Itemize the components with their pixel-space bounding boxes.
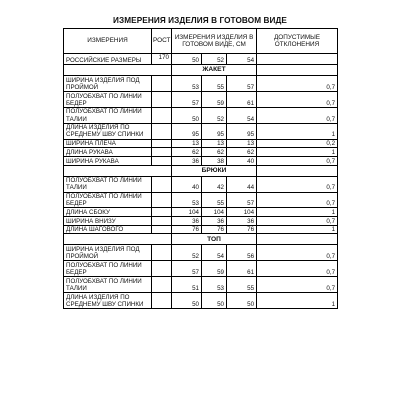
empty-cell: [257, 65, 338, 76]
measurement-value: 57: [172, 91, 202, 107]
section-title: ТОП: [172, 234, 257, 245]
empty-cell: [152, 277, 172, 293]
empty-cell: [152, 91, 172, 107]
empty-cell: [152, 293, 172, 309]
table-row: [64, 76, 338, 92]
empty-cell: [257, 165, 338, 176]
section-header-row: [64, 234, 338, 245]
measurement-value: 13: [172, 139, 202, 148]
size-value: 52: [202, 54, 227, 65]
tolerance-value: 0,7: [257, 277, 338, 293]
header-measure: ИЗМЕРЕНИЯ: [64, 29, 152, 54]
measurement-value: 55: [202, 192, 227, 208]
measurement-value: 40: [227, 156, 257, 165]
measurement-value: 95: [172, 123, 202, 139]
measurements-table: [63, 28, 338, 309]
table-row: [64, 123, 338, 139]
empty-cell: [152, 107, 172, 123]
table-row: [64, 277, 338, 293]
empty-cell: [152, 208, 172, 217]
tolerance-value: 1: [257, 225, 338, 234]
measurement-value: 59: [202, 91, 227, 107]
measurement-label: ШИРИНА ИЗДЕЛИЯ ПОД ПРОЙМОЙ: [64, 76, 152, 92]
empty-cell: [152, 192, 172, 208]
sizes-label: РОССИЙСКИЕ РАЗМЕРЫ: [64, 54, 152, 65]
measurement-value: 40: [172, 176, 202, 192]
table-row: [64, 176, 338, 192]
measurement-label: ПОЛУОБХВАТ ПО ЛИНИИ БЕДЕР: [64, 192, 152, 208]
tolerance-value: 0,7: [257, 245, 338, 261]
measurement-value: 57: [227, 192, 257, 208]
document-title: ИЗМЕРЕНИЯ ИЗДЕЛИЯ В ГОТОВОМ ВИДЕ: [113, 16, 287, 25]
table-row: [64, 107, 338, 123]
measurement-value: 62: [227, 148, 257, 157]
tolerance-value: 0,7: [257, 261, 338, 277]
measurement-label: ДЛИНА ИЗДЕЛИЯ ПО СРЕДНЕМУ ШВУ СПИНКИ: [64, 123, 152, 139]
measurement-value: 36: [172, 217, 202, 226]
table-row: [64, 217, 338, 226]
sizes-row: [64, 54, 338, 65]
table-row: [64, 208, 338, 217]
tolerance-value: 1: [257, 208, 338, 217]
tolerance-value: 0,7: [257, 176, 338, 192]
table-row: [64, 293, 338, 309]
measurement-value: 59: [202, 261, 227, 277]
tolerance-value: 0,7: [257, 107, 338, 123]
measurement-value: 95: [227, 123, 257, 139]
measurement-value: 61: [227, 91, 257, 107]
empty-cell: [64, 234, 172, 245]
tolerance-value: 1: [257, 293, 338, 309]
tolerance-value: 0,2: [257, 139, 338, 148]
measurement-value: 53: [202, 277, 227, 293]
measurement-value: 56: [227, 245, 257, 261]
table-row: [64, 261, 338, 277]
measurement-value: 62: [172, 148, 202, 157]
measurement-value: 50: [172, 107, 202, 123]
empty-cell: [152, 245, 172, 261]
measurement-label: ШИРИНА ПЛЕЧА: [64, 139, 152, 148]
empty-cell: [152, 176, 172, 192]
tolerance-value: 0,7: [257, 76, 338, 92]
measurement-label: ДЛИНА ИЗДЕЛИЯ ПО СРЕДНЕМУ ШВУ СПИНКИ: [64, 293, 152, 309]
empty-cell: [64, 165, 172, 176]
measurement-value: 76: [172, 225, 202, 234]
header-tolerance: ДОПУСТИМЫЕ ОТКЛОНЕНИЯ: [257, 29, 338, 54]
table-row: [64, 225, 338, 234]
tolerance-value: 1: [257, 123, 338, 139]
measurement-label: ПОЛУОБХВАТ ПО ЛИНИИ ТАЛИИ: [64, 176, 152, 192]
measurement-value: 55: [202, 76, 227, 92]
measurement-value: 51: [172, 277, 202, 293]
measurement-label: ДЛИНА СБОКУ: [64, 208, 152, 217]
header-height: РОСТ: [152, 29, 172, 54]
empty-cell: [152, 225, 172, 234]
empty-cell: [152, 261, 172, 277]
measurement-value: 57: [172, 261, 202, 277]
measurement-label: ШИРИНА РУКАВА: [64, 156, 152, 165]
measurement-value: 61: [227, 261, 257, 277]
measurement-label: ПОЛУОБХВАТ ПО ЛИНИИ ТАЛИИ: [64, 107, 152, 123]
measurement-value: 52: [202, 107, 227, 123]
empty-cell: [257, 234, 338, 245]
tolerance-value: 0,7: [257, 156, 338, 165]
measurement-value: 57: [227, 76, 257, 92]
height-value: 170: [152, 54, 172, 65]
header-row: [64, 29, 338, 54]
measurement-label: ДЛИНА РУКАВА: [64, 148, 152, 157]
measurement-value: 53: [172, 76, 202, 92]
section-title: БРЮКИ: [172, 165, 257, 176]
tolerance-value: 0,7: [257, 217, 338, 226]
measurement-value: 36: [227, 217, 257, 226]
empty-cell: [64, 65, 172, 76]
empty-cell: [152, 156, 172, 165]
empty-cell: [152, 148, 172, 157]
table-row: [64, 156, 338, 165]
measurement-value: 52: [172, 245, 202, 261]
measurement-value: 50: [172, 293, 202, 309]
tolerance-value: 0,7: [257, 91, 338, 107]
measurement-value: 54: [227, 107, 257, 123]
table-row: [64, 139, 338, 148]
measurement-label: ДЛИНА ШАГОВОГО: [64, 225, 152, 234]
section-title: ЖАКЕТ: [172, 65, 257, 76]
empty-cell: [152, 76, 172, 92]
measurement-value: 53: [172, 192, 202, 208]
measurement-value: 54: [202, 245, 227, 261]
section-header-row: [64, 165, 338, 176]
measurement-label: ШИРИНА ВНИЗУ: [64, 217, 152, 226]
tolerance-value: 0,7: [257, 192, 338, 208]
measurement-value: 104: [227, 208, 257, 217]
empty-cell: [152, 123, 172, 139]
measurement-value: 36: [202, 217, 227, 226]
table-row: [64, 148, 338, 157]
measurement-value: 62: [202, 148, 227, 157]
table-row: [64, 245, 338, 261]
header-values: ИЗМЕРЕНИЯ ИЗДЕЛИЯ В ГОТОВОМ ВИДЕ, СМ: [172, 29, 257, 54]
empty-cell: [152, 139, 172, 148]
measurement-value: 55: [227, 277, 257, 293]
measurement-value: 36: [172, 156, 202, 165]
section-header-row: [64, 65, 338, 76]
size-value: 54: [227, 54, 257, 65]
measurement-value: 104: [202, 208, 227, 217]
table-row: [64, 91, 338, 107]
measurement-value: 44: [227, 176, 257, 192]
empty-cell: [257, 54, 338, 65]
empty-cell: [152, 217, 172, 226]
measurement-value: 13: [202, 139, 227, 148]
measurement-value: 50: [202, 293, 227, 309]
tolerance-value: 1: [257, 148, 338, 157]
measurement-value: 76: [202, 225, 227, 234]
table-row: [64, 192, 338, 208]
size-value: 50: [172, 54, 202, 65]
measurement-value: 13: [227, 139, 257, 148]
measurement-value: 38: [202, 156, 227, 165]
measurement-label: ПОЛУОБХВАТ ПО ЛИНИИ БЕДЕР: [64, 91, 152, 107]
measurement-label: ШИРИНА ИЗДЕЛИЯ ПОД ПРОЙМОЙ: [64, 245, 152, 261]
measurement-label: ПОЛУОБХВАТ ПО ЛИНИИ ТАЛИИ: [64, 277, 152, 293]
measurement-value: 95: [202, 123, 227, 139]
measurement-value: 42: [202, 176, 227, 192]
measurement-value: 76: [227, 225, 257, 234]
measurement-label: ПОЛУОБХВАТ ПО ЛИНИИ БЕДЕР: [64, 261, 152, 277]
measurement-value: 50: [227, 293, 257, 309]
measurement-value: 104: [172, 208, 202, 217]
